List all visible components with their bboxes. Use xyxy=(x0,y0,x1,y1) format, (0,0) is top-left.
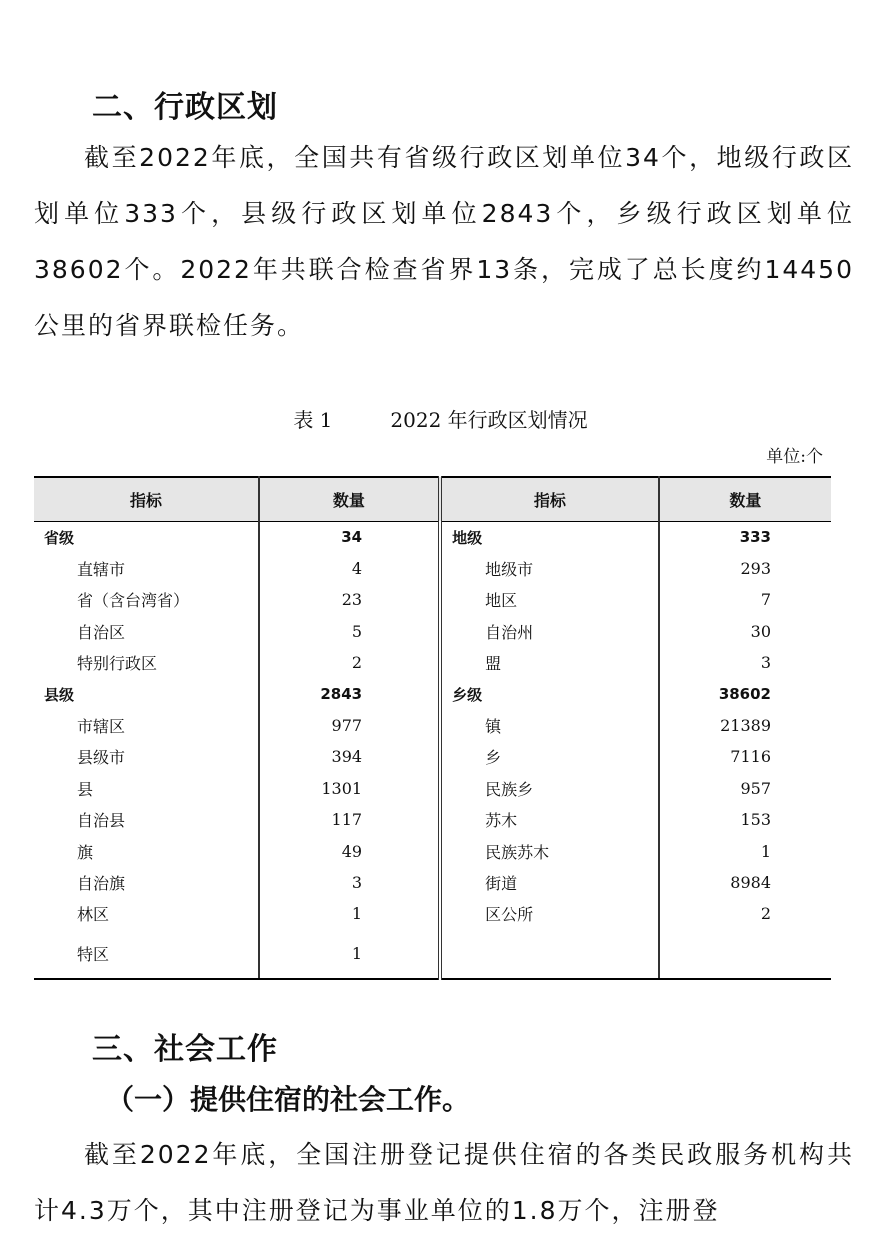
table-row xyxy=(34,804,831,835)
header-indicator-left: 指标 xyxy=(34,477,259,521)
row-right-name: 街道 xyxy=(440,867,659,898)
row-left-name: 自治县 xyxy=(34,804,259,835)
row-left-name: 自治旗 xyxy=(34,867,259,898)
row-right-value: 293 xyxy=(740,559,771,579)
row-left-value: 34 xyxy=(259,521,440,553)
row-left-value: 394 xyxy=(259,741,440,772)
header-indicator-right: 指标 xyxy=(440,477,659,521)
table-header-row xyxy=(34,477,831,521)
row-left-name: 林区 xyxy=(34,898,259,929)
row-right-value: 7116 xyxy=(730,747,771,767)
row-right-value: 7 xyxy=(760,590,771,610)
row-right-name xyxy=(440,930,659,979)
row-right-value: 153 xyxy=(740,810,771,830)
table-row xyxy=(34,678,831,709)
row-right-value: 2 xyxy=(760,904,771,924)
row-left-value: 2843 xyxy=(259,678,440,709)
row-left-name: 省级 xyxy=(34,521,259,553)
row-left-value: 977 xyxy=(259,710,440,741)
row-right-value: 333 xyxy=(739,528,771,547)
row-right-value: 1 xyxy=(760,841,771,861)
table-row xyxy=(34,867,831,898)
table-caption-title: 2022 年行政区划情况 xyxy=(390,408,588,432)
table-row xyxy=(34,773,831,804)
section-3-heading: 三、社会工作 xyxy=(92,1032,278,1067)
row-right-value xyxy=(659,930,831,979)
row-left-value: 1301 xyxy=(259,773,440,804)
row-left-name: 市辖区 xyxy=(34,710,259,741)
row-left-value: 4 xyxy=(259,553,440,584)
table-unit: 单位:个 xyxy=(766,447,823,467)
section-3-paragraph-text: 截至2022年底，全国注册登记提供住宿的各类民政服务机构共计4.3万个，其中注册登记为事业单位的1.8万个，注册登 xyxy=(34,1140,854,1225)
table-row xyxy=(34,930,831,979)
table-row xyxy=(34,835,831,866)
row-right-name: 地级市 xyxy=(440,553,659,584)
row-right-name: 区公所 xyxy=(440,898,659,929)
section-3-subheading: （一）提供住宿的社会工作。 xyxy=(106,1083,471,1116)
table-row xyxy=(34,898,831,929)
row-right-name: 自治州 xyxy=(440,616,659,647)
row-right-name: 盟 xyxy=(440,647,659,678)
row-right-value: 957 xyxy=(740,778,771,798)
table-caption-number: 表 1 xyxy=(293,408,333,432)
row-right-value: 30 xyxy=(750,621,771,641)
row-left-value: 49 xyxy=(259,835,440,866)
row-right-name: 地区 xyxy=(440,584,659,615)
section-2-heading: 二、行政区划 xyxy=(92,90,278,125)
row-left-name: 县级 xyxy=(34,678,259,709)
table-row xyxy=(34,521,831,553)
row-left-value: 1 xyxy=(259,930,440,979)
row-left-value: 117 xyxy=(259,804,440,835)
row-left-name: 特别行政区 xyxy=(34,647,259,678)
header-count-right: 数量 xyxy=(659,477,831,521)
row-left-name: 特区 xyxy=(34,930,259,979)
row-right-name: 民族乡 xyxy=(440,773,659,804)
row-right-value: 3 xyxy=(760,653,771,673)
row-right-name: 地级 xyxy=(440,521,659,553)
row-right-name: 乡级 xyxy=(440,678,659,709)
section-2-paragraph xyxy=(34,130,854,354)
row-right-value: 8984 xyxy=(730,872,771,892)
row-left-value: 2 xyxy=(259,647,440,678)
row-left-name: 自治区 xyxy=(34,616,259,647)
table-row xyxy=(34,553,831,584)
table-caption xyxy=(0,404,881,433)
table-row xyxy=(34,741,831,772)
division-table xyxy=(34,476,831,980)
row-right-name: 镇 xyxy=(440,710,659,741)
row-left-name: 县级市 xyxy=(34,741,259,772)
row-right-name: 苏木 xyxy=(440,804,659,835)
row-left-name: 省（含台湾省） xyxy=(34,584,259,615)
section-2-paragraph-text: 截至2022年底，全国共有省级行政区划单位34个，地级行政区划单位333个，县级行政区划单位2843个，乡级行政区划单位38602个。2022年共联合检查省界13条，完成了总长度约14450公里的省界联检任务。 xyxy=(34,143,854,340)
header-count-left: 数量 xyxy=(259,477,440,521)
table-row xyxy=(34,647,831,678)
row-right-value: 21389 xyxy=(720,716,771,736)
table-row xyxy=(34,616,831,647)
row-left-name: 县 xyxy=(34,773,259,804)
row-left-value: 3 xyxy=(259,867,440,898)
row-left-value: 23 xyxy=(259,584,440,615)
row-left-name: 旗 xyxy=(34,835,259,866)
table-row xyxy=(34,584,831,615)
row-left-value: 5 xyxy=(259,616,440,647)
row-right-name: 乡 xyxy=(440,741,659,772)
section-3-paragraph xyxy=(34,1127,854,1239)
row-right-name: 民族苏木 xyxy=(440,835,659,866)
row-left-value: 1 xyxy=(259,898,440,929)
row-left-name: 直辖市 xyxy=(34,553,259,584)
table-row xyxy=(34,710,831,741)
row-right-value: 38602 xyxy=(718,685,771,704)
